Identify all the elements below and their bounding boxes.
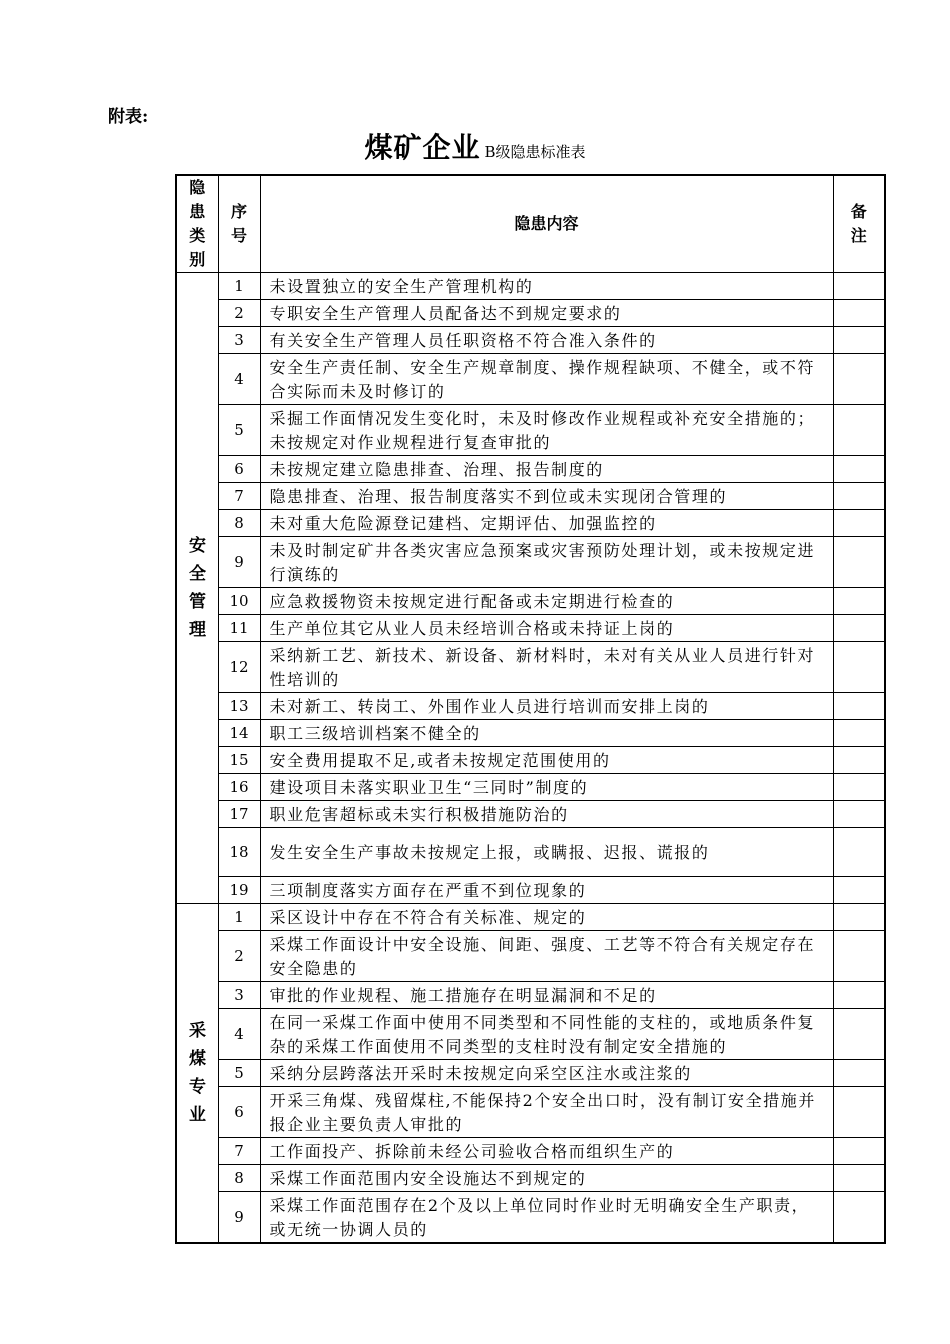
note-cell [833, 931, 885, 982]
table-row [176, 456, 885, 483]
note-cell [833, 510, 885, 537]
seq-cell: 11 [218, 615, 260, 642]
content-cell: 发生安全生产事故未按规定上报，或瞒报、迟报、谎报的 [260, 828, 833, 877]
note-cell [833, 1087, 885, 1138]
title-main: 煤矿企业 [364, 131, 481, 164]
seq-cell: 3 [218, 982, 260, 1009]
document-title [0, 126, 950, 166]
note-cell [833, 456, 885, 483]
content-cell: 开采三角煤、残留煤柱,不能保持2个安全出口时，没有制订安全措施并报企业主要负责人审批的 [260, 1087, 833, 1138]
note-cell [833, 720, 885, 747]
table-row [176, 483, 885, 510]
note-cell [833, 877, 885, 904]
table-row [176, 1138, 885, 1165]
note-cell [833, 1192, 885, 1244]
content-cell: 审批的作业规程、施工措施存在明显漏洞和不足的 [260, 982, 833, 1009]
note-cell [833, 537, 885, 588]
content-cell: 未按规定建立隐患排查、治理、报告制度的 [260, 456, 833, 483]
seq-cell: 2 [218, 931, 260, 982]
content-cell: 安全费用提取不足,或者未按规定范围使用的 [260, 747, 833, 774]
table-row [176, 642, 885, 693]
content-cell: 采煤工作面设计中安全设施、间距、强度、工艺等不符合有关规定存在安全隐患的 [260, 931, 833, 982]
table-header-row [176, 175, 885, 273]
content-cell: 有关安全生产管理人员任职资格不符合准入条件的 [260, 327, 833, 354]
table-row [176, 273, 885, 300]
seq-cell: 10 [218, 588, 260, 615]
table-row [176, 1165, 885, 1192]
table-row [176, 327, 885, 354]
table-row [176, 747, 885, 774]
table-row [176, 982, 885, 1009]
content-cell: 应急救援物资未按规定进行配备或未定期进行检查的 [260, 588, 833, 615]
seq-cell: 5 [218, 1060, 260, 1087]
note-cell [833, 801, 885, 828]
content-cell: 三项制度落实方面存在严重不到位现象的 [260, 877, 833, 904]
seq-cell: 7 [218, 1138, 260, 1165]
note-cell [833, 1165, 885, 1192]
header-content: 隐患内容 [260, 175, 833, 273]
content-cell: 安全生产责任制、安全生产规章制度、操作规程缺项、不健全，或不符合实际而未及时修订的 [260, 354, 833, 405]
note-cell [833, 273, 885, 300]
seq-cell: 13 [218, 693, 260, 720]
content-cell: 职业危害超标或未实行积极措施防治的 [260, 801, 833, 828]
note-cell [833, 904, 885, 931]
table-row [176, 720, 885, 747]
seq-cell: 19 [218, 877, 260, 904]
note-cell [833, 483, 885, 510]
table-row [176, 1009, 885, 1060]
table-row [176, 801, 885, 828]
content-cell: 未及时制定矿井各类灾害应急预案或灾害预防处理计划，或未按规定进行演练的 [260, 537, 833, 588]
seq-cell: 15 [218, 747, 260, 774]
table-row [176, 510, 885, 537]
note-cell [833, 642, 885, 693]
seq-cell: 8 [218, 1165, 260, 1192]
note-cell [833, 405, 885, 456]
seq-cell: 3 [218, 327, 260, 354]
seq-cell: 8 [218, 510, 260, 537]
seq-cell: 18 [218, 828, 260, 877]
note-cell [833, 588, 885, 615]
content-cell: 未设置独立的安全生产管理机构的 [260, 273, 833, 300]
seq-cell: 17 [218, 801, 260, 828]
note-cell [833, 1009, 885, 1060]
note-cell [833, 354, 885, 405]
table-row [176, 588, 885, 615]
note-cell [833, 1060, 885, 1087]
seq-cell: 12 [218, 642, 260, 693]
content-cell: 采纳分层跨落法开采时未按规定向采空区注水或注浆的 [260, 1060, 833, 1087]
content-cell: 职工三级培训档案不健全的 [260, 720, 833, 747]
seq-cell: 16 [218, 774, 260, 801]
note-cell [833, 327, 885, 354]
seq-cell: 1 [218, 273, 260, 300]
table-row [176, 300, 885, 327]
title-sub: B级隐患标准表 [484, 143, 586, 161]
table-row [176, 774, 885, 801]
note-cell [833, 693, 885, 720]
header-category: 隐患类别 [176, 175, 218, 273]
content-cell: 采煤工作面范围内安全设施达不到规定的 [260, 1165, 833, 1192]
content-cell: 专职安全生产管理人员配备达不到规定要求的 [260, 300, 833, 327]
note-cell [833, 982, 885, 1009]
seq-cell: 1 [218, 904, 260, 931]
note-cell [833, 828, 885, 877]
table-row [176, 537, 885, 588]
seq-cell: 2 [218, 300, 260, 327]
content-cell: 采掘工作面情况发生变化时，未及时修改作业规程或补充安全措施的；未按规定对作业规程进行复查审批的 [260, 405, 833, 456]
header-note: 备注 [833, 175, 885, 273]
header-seq: 序号 [218, 175, 260, 273]
content-cell: 采纳新工艺、新技术、新设备、新材料时，未对有关从业人员进行针对性培训的 [260, 642, 833, 693]
seq-cell: 7 [218, 483, 260, 510]
note-cell [833, 300, 885, 327]
table-row [176, 1060, 885, 1087]
content-cell: 在同一采煤工作面中使用不同类型和不同性能的支柱的，或地质条件复杂的采煤工作面使用不同类型的支柱时没有制定安全措施的 [260, 1009, 833, 1060]
content-cell: 采区设计中存在不符合有关标准、规定的 [260, 904, 833, 931]
table-row [176, 405, 885, 456]
table-row [176, 354, 885, 405]
table-row [176, 931, 885, 982]
note-cell [833, 615, 885, 642]
seq-cell: 9 [218, 537, 260, 588]
table-row [176, 828, 885, 877]
content-cell: 未对新工、转岗工、外围作业人员进行培训而安排上岗的 [260, 693, 833, 720]
table-body [176, 273, 885, 1244]
note-cell [833, 747, 885, 774]
seq-cell: 9 [218, 1192, 260, 1244]
seq-cell: 5 [218, 405, 260, 456]
note-cell [833, 1138, 885, 1165]
appendix-label: 附表: [108, 107, 149, 127]
seq-cell: 4 [218, 354, 260, 405]
category-cell: 采煤专业 [176, 904, 218, 1244]
content-cell: 采煤工作面范围存在2个及以上单位同时作业时无明确安全生产职责，或无统一协调人员的 [260, 1192, 833, 1244]
seq-cell: 6 [218, 456, 260, 483]
note-cell [833, 774, 885, 801]
content-cell: 工作面投产、拆除前未经公司验收合格而组织生产的 [260, 1138, 833, 1165]
seq-cell: 6 [218, 1087, 260, 1138]
table-row [176, 904, 885, 931]
content-cell: 生产单位其它从业人员未经培训合格或未持证上岗的 [260, 615, 833, 642]
table-row [176, 877, 885, 904]
category-cell: 安全管理 [176, 273, 218, 904]
content-cell: 隐患排查、治理、报告制度落实不到位或未实现闭合管理的 [260, 483, 833, 510]
seq-cell: 4 [218, 1009, 260, 1060]
table-row [176, 615, 885, 642]
hazard-table [175, 174, 886, 1244]
table-row [176, 1087, 885, 1138]
content-cell: 未对重大危险源登记建档、定期评估、加强监控的 [260, 510, 833, 537]
content-cell: 建设项目未落实职业卫生“三同时”制度的 [260, 774, 833, 801]
seq-cell: 14 [218, 720, 260, 747]
table-row [176, 1192, 885, 1244]
table-row [176, 693, 885, 720]
